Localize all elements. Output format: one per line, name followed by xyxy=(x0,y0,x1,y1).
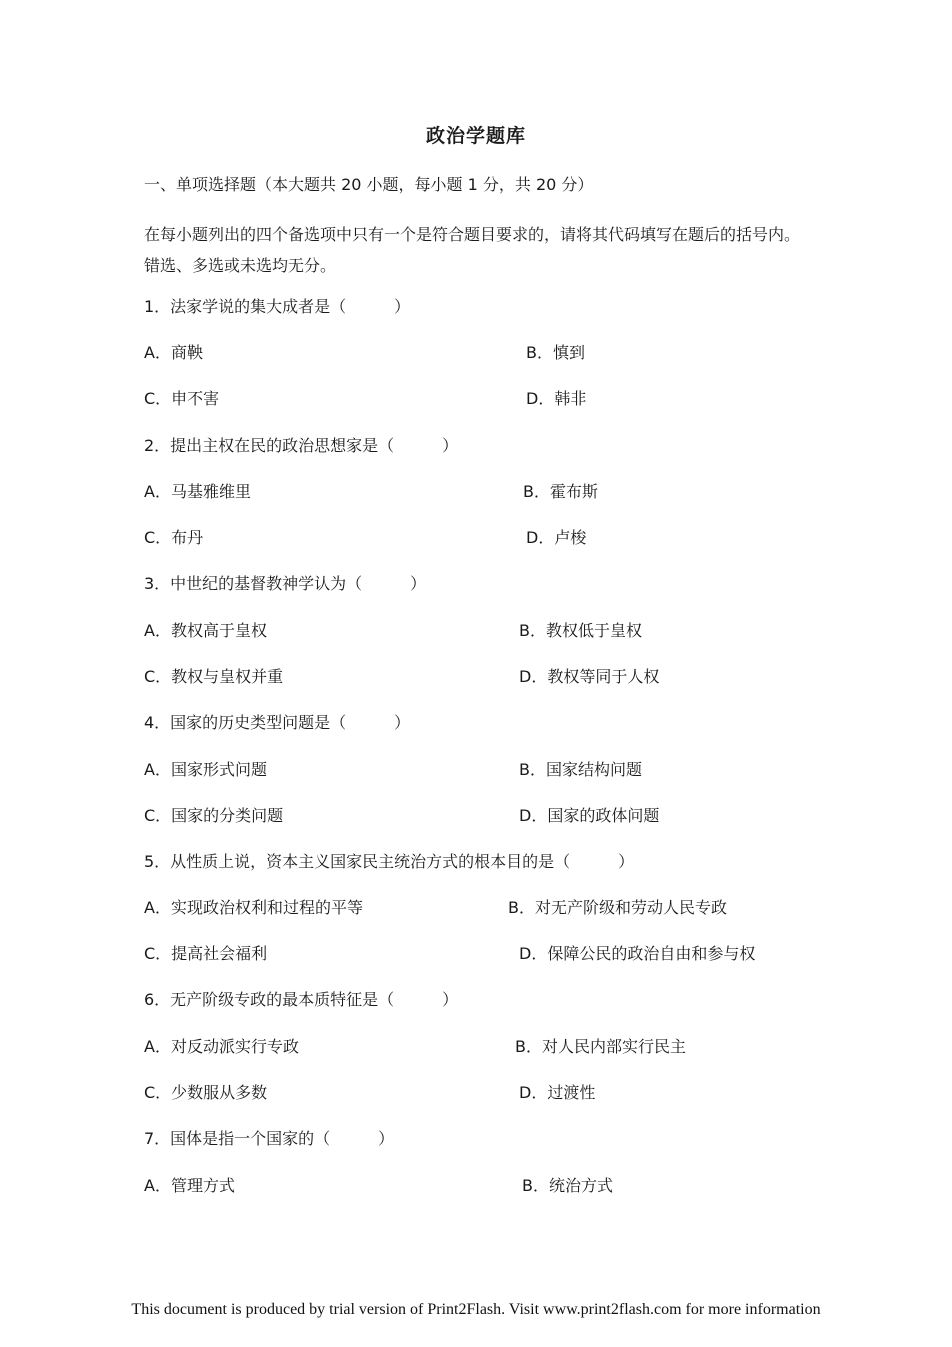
option-c: C．国家的分类问题 xyxy=(144,806,284,825)
question-stem: 3．中世纪的基督教神学认为（ ） xyxy=(144,574,427,593)
option-c: C．布丹 xyxy=(144,528,204,547)
option-c: C．提高社会福利 xyxy=(144,944,268,963)
option-a: A．对反动派实行专政 xyxy=(144,1037,299,1056)
option-d: D．国家的政体问题 xyxy=(519,806,660,825)
option-a: A．商鞅 xyxy=(144,343,203,362)
option-b: B．慎到 xyxy=(526,343,585,362)
option-a: A．国家形式问题 xyxy=(144,760,267,779)
section-heading: 一、单项选择题（本大题共 20 小题，每小题 1 分，共 20 分） xyxy=(144,175,594,194)
option-c: C．教权与皇权并重 xyxy=(144,667,284,686)
question-stem: 7．国体是指一个国家的（ ） xyxy=(144,1129,395,1148)
question-stem: 2．提出主权在民的政治思想家是（ ） xyxy=(144,436,459,455)
option-d: D．过渡性 xyxy=(519,1083,596,1102)
trial-footer: This document is produced by trial version of Print2Flash. Visit www.print2flash.com for more information xyxy=(131,1301,821,1318)
option-a: A．管理方式 xyxy=(144,1176,235,1195)
option-b: B．对无产阶级和劳动人民专政 xyxy=(508,898,727,917)
option-d: D．教权等同于人权 xyxy=(519,667,660,686)
page-title: 政治学题库 xyxy=(425,125,526,147)
question-stem: 5．从性质上说，资本主义国家民主统治方式的根本目的是（ ） xyxy=(144,852,635,871)
option-b: B．霍布斯 xyxy=(523,482,598,501)
option-b: B．教权低于皇权 xyxy=(519,621,642,640)
instructions: 在每小题列出的四个备选项中只有一个是符合题目要求的，请将其代码填写在题后的括号内。错选、多选或未选均无分。 xyxy=(144,225,801,275)
question-stem: 4．国家的历史类型问题是（ ） xyxy=(144,713,411,732)
option-a: A．教权高于皇权 xyxy=(144,621,267,640)
option-d: D．韩非 xyxy=(526,389,587,408)
option-b: B．国家结构问题 xyxy=(519,760,642,779)
option-b: B．对人民内部实行民主 xyxy=(515,1037,686,1056)
question-stem: 1．法家学说的集大成者是（ ） xyxy=(144,297,411,316)
option-b: B．统治方式 xyxy=(522,1176,613,1195)
option-c: C．申不害 xyxy=(144,389,220,408)
option-d: D．卢梭 xyxy=(526,528,587,547)
option-c: C．少数服从多数 xyxy=(144,1083,268,1102)
option-a: A．实现政治权利和过程的平等 xyxy=(144,898,363,917)
option-a: A．马基雅维里 xyxy=(144,482,251,501)
question-stem: 6．无产阶级专政的最本质特征是（ ） xyxy=(144,990,459,1009)
option-d: D．保障公民的政治自由和参与权 xyxy=(519,944,756,963)
